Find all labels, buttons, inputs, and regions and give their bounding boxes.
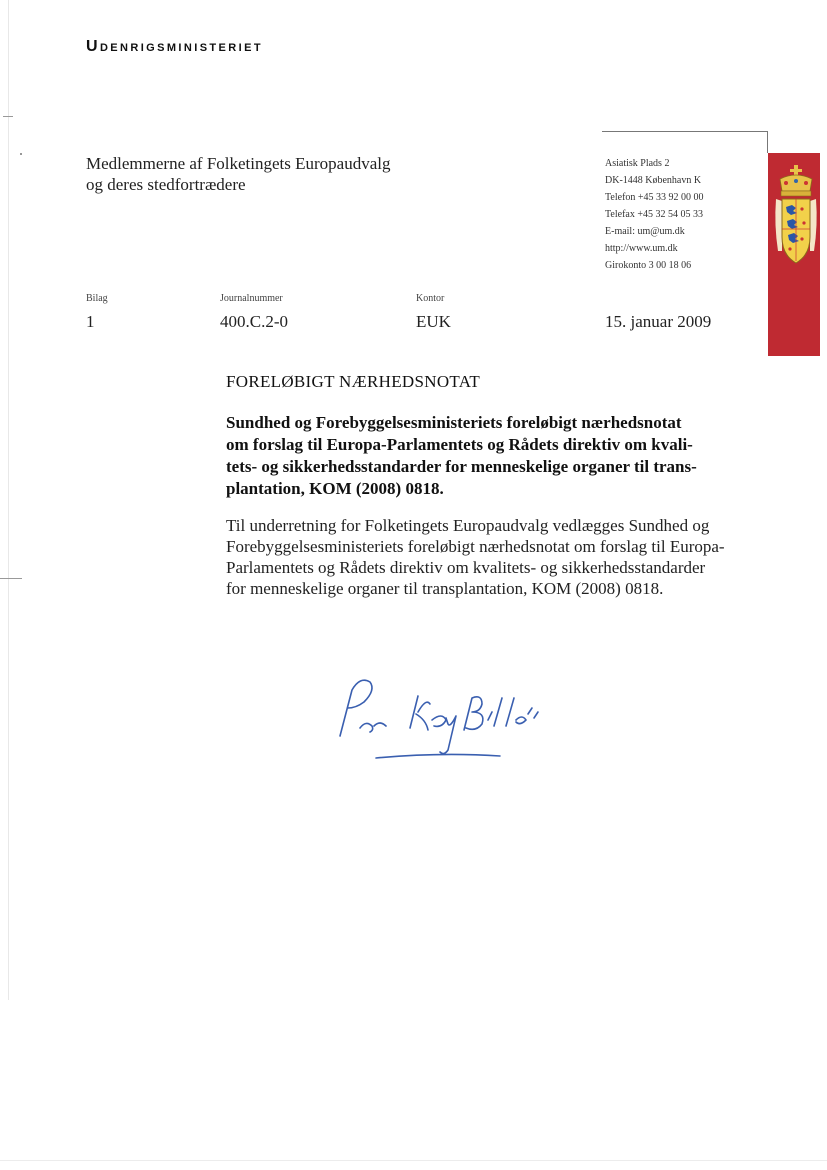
address-phone: Telefon +45 33 92 00 00 [605,192,704,203]
body-line: Parlamentets og Rådets direktiv om kvalitets- og sikkerhedsstandarder [226,558,706,577]
address-giro: Girokonto 3 00 18 06 [605,260,692,271]
bilag-label: Bilag [86,293,108,304]
kontor-label: Kontor [416,293,445,304]
subject-line: om forslag til Europa-Parlamentets og Rådets direktiv om kvali- [226,435,693,454]
handwritten-signature [330,668,560,768]
recipient-line: og deres stedfortrædere [86,175,246,194]
address-street: Asiatisk Plads 2 [605,158,670,169]
document-title: FORELØBIGT NÆRHEDSNOTAT [226,372,481,391]
address-city: DK-1448 København K [605,175,702,186]
body-line: Forebyggelsesministeriets foreløbigt nærhedsnotat om forslag til Europa- [226,537,725,556]
scan-edge-line [8,0,9,1000]
journal-value: 400.C.2-0 [220,312,288,331]
subject-line: tets- og sikkerhedsstandarder for menneskelige organer til trans- [226,457,697,476]
scan-bottom-line [0,1160,827,1161]
kontor-value: EUK [416,312,451,331]
address-email: E-mail: um@um.dk [605,226,685,237]
document-date: 15. januar 2009 [605,312,712,331]
journal-label: Journalnummer [220,293,283,304]
scan-dot [20,153,22,155]
address-rule [602,131,767,132]
subject-line: plantation, KOM (2008) 0818. [226,479,444,498]
recipient-block [86,153,391,195]
address-rule [767,131,768,153]
address-fax: Telefax +45 32 54 05 33 [605,209,703,220]
danish-royal-coat-of-arms-icon [774,165,818,270]
body-line: Til underretning for Folketingets Europaudvalg vedlægges Sundhed og [226,516,710,535]
subject-line: Sundhed og Forebyggelsesministeriets foreløbigt nærhedsnotat [226,413,682,432]
document-subject [226,412,746,500]
document-body [226,515,756,599]
recipient-line: Medlemmerne af Folketingets Europaudvalg [86,154,391,173]
body-line: for menneskelige organer til transplantation, KOM (2008) 0818. [226,579,664,598]
fold-mark [0,578,22,579]
address-block [605,155,704,274]
fold-mark [3,116,13,117]
ministry-name: Udenrigsministeriet [86,38,263,55]
bilag-value: 1 [86,312,95,331]
address-web: http://www.um.dk [605,243,678,254]
